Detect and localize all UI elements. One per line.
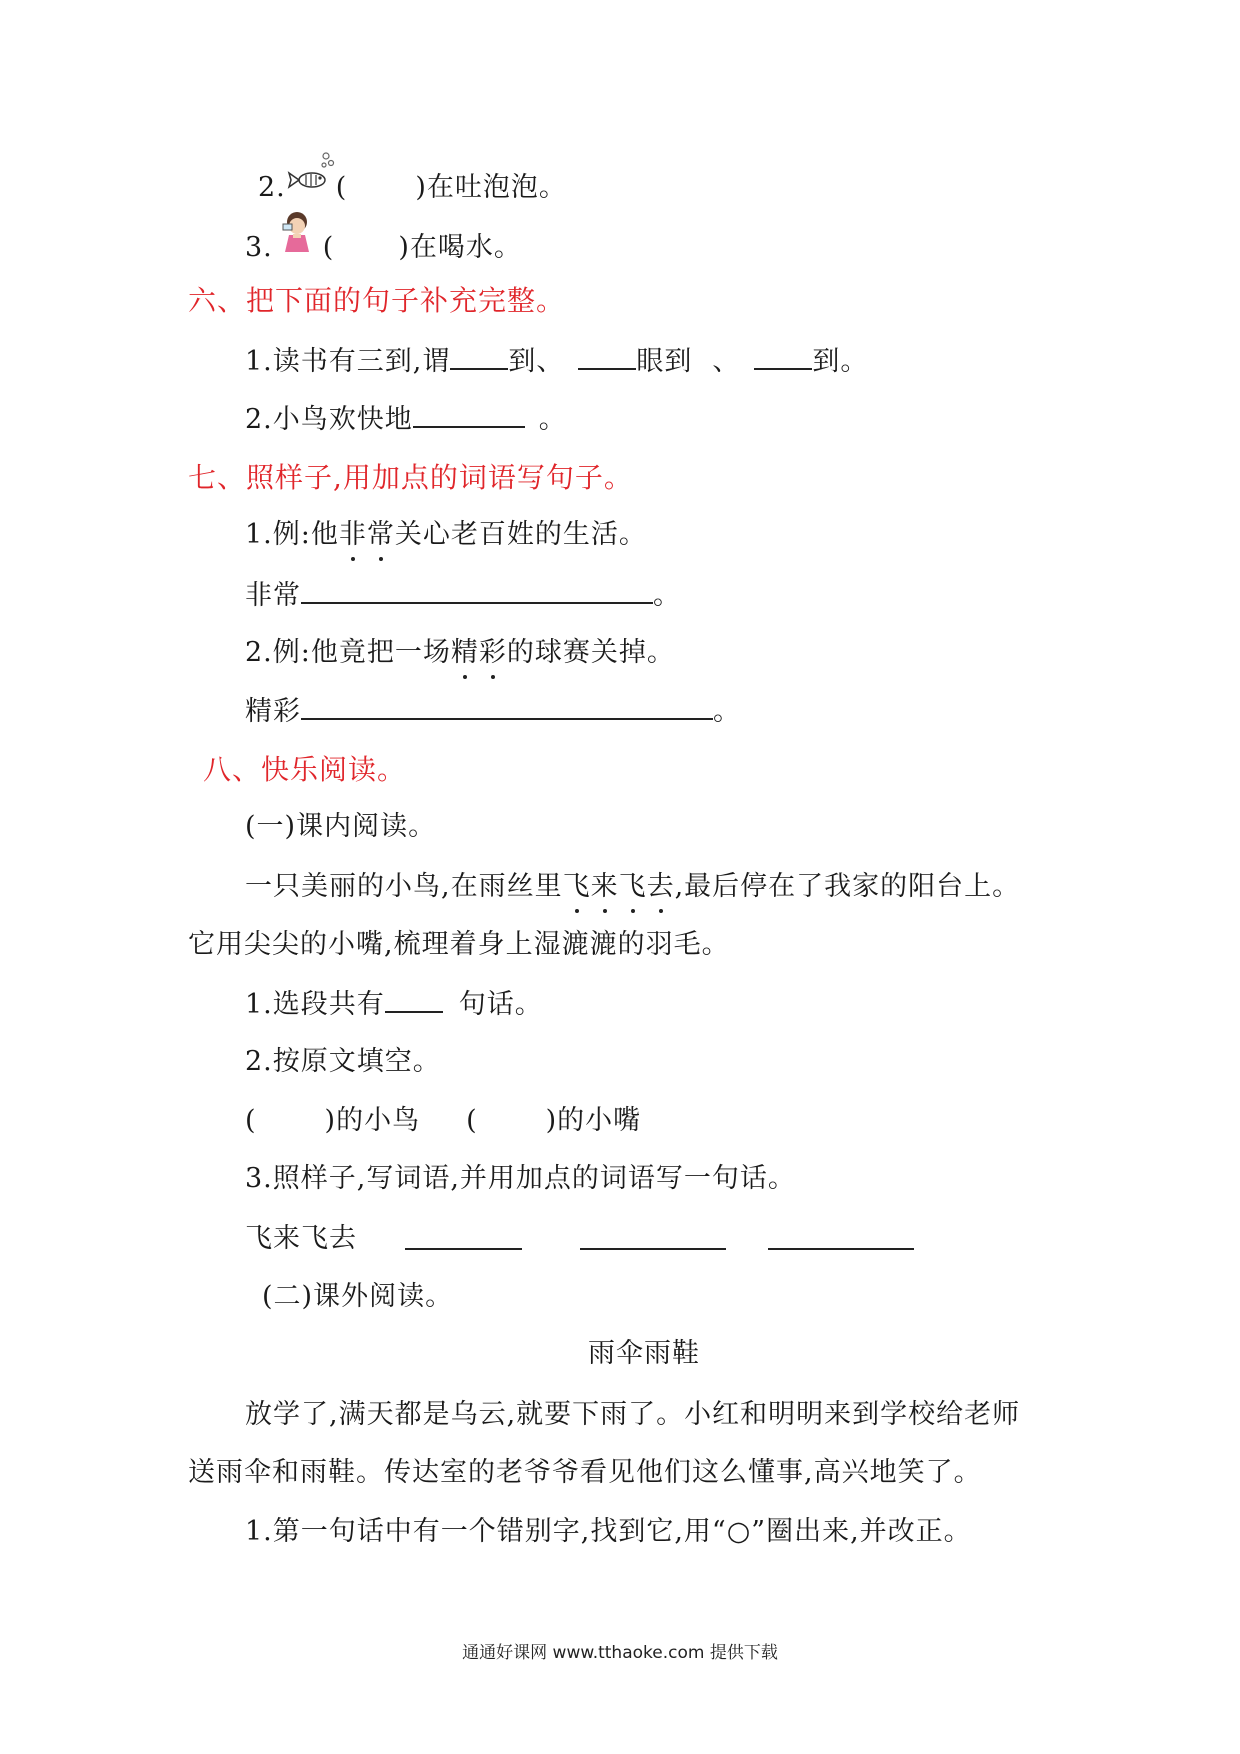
dotted-char: 去 [646,871,675,902]
word: 非常 [245,580,301,611]
passage-1-line-1 [245,870,1020,904]
close-paren: ) [415,172,427,203]
passage-1-line-2: 它用尖尖的小嘴,梳理着身上湿漉漉的羽毛。 [188,929,730,960]
text-segment: )的小鸟 [324,1105,421,1136]
passage-2-line-2: 送雨伞和雨鞋。传达室的老爷爷看见他们这么懂事,高兴地笑了。 [188,1457,982,1488]
text-segment: 句话。 [458,989,543,1020]
text-segment: 。 [653,580,681,611]
text-segment: 一只美丽的小鸟,在雨丝里 [245,871,563,902]
text-segment: 1.选段共有 [245,989,385,1020]
dotted-char: 来 [590,871,619,902]
answer-line[interactable] [301,578,653,604]
part1-example-line [245,1222,357,1256]
text-segment: 。 [538,404,567,435]
sec6-question-2 [245,402,567,437]
dotted-char: 常 [366,519,395,550]
text-segment: 2.例:他竟把一场 [245,637,451,668]
dotted-char: 飞 [618,871,647,902]
example-word: 飞来飞去 [245,1223,357,1254]
sec7-example-1 [245,518,647,552]
open-paren: ( [245,1105,257,1136]
text-segment: 眼到 [636,346,693,377]
word: 精彩 [245,696,301,727]
text-segment: 1.例:他 [245,519,339,550]
fill-blank[interactable] [413,402,525,428]
dotted-char: 彩 [478,637,507,668]
answer-line[interactable] [405,1248,522,1250]
sec6-question-1 [245,344,868,379]
open-paren: ( [335,172,348,203]
item-number: 2. [258,172,286,203]
open-paren: ( [466,1105,478,1136]
part-2-label: (二)课外阅读。 [262,1281,454,1312]
footer-source: 通通好课网 www.tthaoke.com 提供下载 [462,1643,778,1663]
item-number: 3. [245,232,273,263]
dotted-char: 精 [450,637,479,668]
item-text: 在喝水。 [409,232,522,263]
fill-blank[interactable] [450,344,508,370]
text-segment: 到。 [812,346,869,377]
text-segment: )的小嘴 [545,1105,642,1136]
text-segment: 2.小鸟欢快地 [245,404,413,435]
sec7-write-2 [245,694,741,729]
text-segment: 1.读书有三到,谓 [245,346,451,377]
text-segment: 。 [713,696,741,727]
text-segment: 、 [712,346,741,377]
q5-item-2 [258,150,567,205]
sec7-write-1 [245,578,681,613]
section-8-heading: 八、快乐阅读。 [203,753,407,786]
text-segment: 到、 [508,346,565,377]
fish-picture [286,150,336,205]
dotted-char: 非 [338,519,367,550]
part2-question-1: 1.第一句话中有一个错别字,找到它,用“○”圈出来,并改正。 [245,1516,972,1547]
part1-question-3: 3.照样子,写词语,并用加点的词语写一句话。 [245,1163,796,1194]
passage-2-title: 雨伞雨鞋 [588,1338,700,1369]
q5-item-3 [245,210,522,265]
close-paren: ) [398,232,410,263]
fill-blank[interactable] [578,344,636,370]
passage-2-line-1: 放学了,满天都是乌云,就要下雨了。小红和明明来到学校给老师 [245,1399,1021,1430]
part1-question-1 [245,987,543,1022]
text-segment: 关心老百姓的生活。 [394,519,647,550]
text-segment: ,最后停在了我家的阳台上。 [674,871,1021,902]
sec7-example-2 [245,636,675,670]
answer-line[interactable] [301,694,713,720]
open-paren: ( [322,232,335,263]
part-1-label: (一)课内阅读。 [245,811,437,842]
fill-blank[interactable] [754,344,812,370]
fill-blank[interactable] [385,987,443,1013]
girl-drinking-picture [273,210,323,265]
part1-question-2: 2.按原文填空。 [245,1046,441,1077]
dotted-char: 飞 [562,871,591,902]
section-7-heading: 七、照样子,用加点的词语写句子。 [188,461,633,494]
part1-fill-line [245,1104,641,1138]
section-6-heading: 六、把下面的句子补充完整。 [188,284,566,317]
answer-line[interactable] [580,1248,726,1250]
item-text: 在吐泡泡。 [426,172,567,203]
answer-line[interactable] [768,1248,914,1250]
text-segment: 的球赛关掉。 [506,637,675,668]
